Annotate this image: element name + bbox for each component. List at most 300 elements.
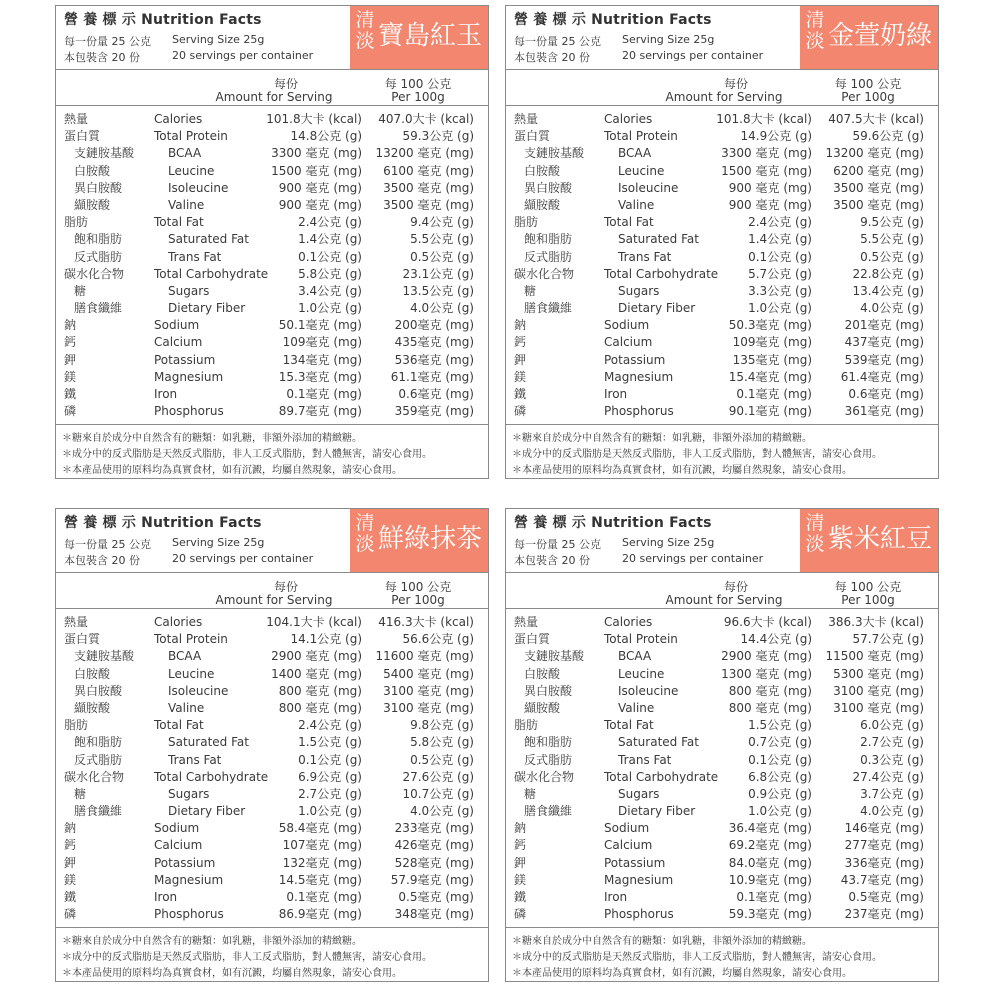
nutrient-row	[56, 700, 488, 717]
amount-per-serving: 58.4毫克 (mg)	[278, 821, 362, 836]
nutrient-name-en: BCAA	[618, 649, 652, 664]
nutrient-name-zh: 反式脂肪	[74, 752, 123, 767]
amount-per-100g: 10.7公克 (g)	[402, 786, 474, 801]
nutrient-row	[56, 317, 488, 334]
nutrient-name-en: Total Protein	[154, 129, 228, 144]
amount-per-100g: 43.7毫克 (mg)	[840, 872, 924, 887]
nutrient-name-zh: 鈉	[64, 821, 77, 836]
serving-size	[514, 536, 715, 552]
amount-per-100g: 386.3大卡 (kcal)	[828, 615, 924, 629]
nutrient-name-en: Trans Fat	[168, 249, 222, 264]
footnote: ＊糖來自於成分中自然含有的糖類：如乳糖，非額外添加的精緻糖。	[62, 936, 362, 947]
amount-per-100g: 536毫克 (mg)	[394, 352, 474, 367]
amount-per-100g: 348毫克 (mg)	[394, 907, 474, 922]
nutrient-name-en: Sugars	[618, 786, 660, 801]
nutrient-name-zh: 蛋白質	[64, 632, 101, 647]
amount-per-100g: 9.4公克 (g)	[410, 215, 474, 230]
servings-per-container	[514, 49, 764, 65]
nutrient-name-en: Magnesium	[154, 872, 224, 887]
nutrient-row	[506, 683, 938, 700]
amount-per-serving: 2900 毫克 (mg)	[271, 649, 362, 664]
nutrient-name-zh: 白胺酸	[74, 666, 111, 681]
nutrient-name-en: Total Carbohydrate	[604, 769, 719, 784]
nutrient-name-zh: 鈉	[514, 821, 527, 836]
amount-per-100g: 57.7公克 (g)	[852, 632, 924, 647]
amount-per-serving: 109毫克 (mg)	[732, 335, 812, 350]
flavor-badge	[800, 509, 938, 572]
amount-per-100g: 0.5毫克 (mg)	[848, 890, 924, 904]
nutrient-name-en: BCAA	[168, 649, 202, 664]
amount-per-serving: 101.8大卡 (kcal)	[266, 112, 362, 126]
nutrient-name-en: Valine	[618, 700, 655, 715]
nutrient-name-en: Sodium	[154, 821, 200, 836]
nutrient-row	[56, 666, 488, 683]
nutrient-name-en: Leucine	[168, 666, 215, 681]
nutrition-panel-2	[505, 5, 939, 479]
amount-per-serving: 96.6大卡 (kcal)	[723, 615, 812, 629]
amount-per-serving: 69.2毫克 (mg)	[728, 838, 812, 853]
nutrient-name-en: Phosphorus	[604, 404, 674, 419]
nutrition-panel-3	[55, 508, 489, 982]
amount-per-100g: 11600 毫克 (mg)	[375, 649, 474, 664]
nutrient-name-zh: 飽和脂肪	[524, 232, 573, 247]
column-header	[56, 573, 488, 609]
nutrient-row	[506, 163, 938, 180]
amount-per-serving: 5.8公克 (g)	[298, 266, 362, 281]
amount-per-100g: 13200 毫克 (mg)	[375, 146, 474, 161]
column-serving-zh: 每份	[273, 580, 299, 594]
nutrient-name-zh: 支鏈胺基酸	[74, 649, 135, 664]
nutrient-row	[56, 334, 488, 351]
nutrient-name-en: Isoleucine	[618, 683, 679, 698]
amount-per-100g: 23.1公克 (g)	[402, 266, 474, 281]
nutrient-row	[506, 734, 938, 751]
amount-per-serving: 89.7毫克 (mg)	[278, 404, 362, 419]
panel-header	[56, 6, 488, 70]
nutrient-name-en: Isoleucine	[618, 180, 679, 195]
amount-per-serving: 86.9毫克 (mg)	[278, 907, 362, 922]
nutrient-name-en: Sodium	[604, 318, 650, 333]
servings-per-container	[64, 552, 314, 568]
nutrient-name-en: Dietary Fiber	[618, 301, 696, 316]
amount-per-100g: 336毫克 (mg)	[844, 855, 924, 870]
amount-per-serving: 104.1大卡 (kcal)	[266, 615, 362, 629]
nutrient-name-en: Total Fat	[604, 215, 654, 230]
nutrient-name-zh: 纈胺酸	[524, 197, 561, 212]
nutrient-row	[506, 855, 938, 872]
servings-per-container-zh: 本包裝含 20 份	[514, 554, 590, 567]
nutrient-row	[506, 717, 938, 734]
nutrient-row	[56, 163, 488, 180]
nutrient-name-zh: 糖	[524, 786, 537, 801]
amount-per-serving: 84.0毫克 (mg)	[728, 855, 812, 870]
nutrient-name-zh: 鐵	[514, 890, 527, 904]
nutrient-name-zh: 磷	[514, 907, 527, 922]
serving-size-en: Serving Size 25g	[622, 536, 715, 549]
nutrition-panel-4	[505, 508, 939, 982]
amount-per-100g: 2.7公克 (g)	[860, 735, 924, 750]
amount-per-serving: 6.8公克 (g)	[748, 769, 812, 784]
nutrient-name-zh: 支鏈胺基酸	[524, 146, 585, 161]
amount-per-serving: 15.3毫克 (mg)	[278, 369, 362, 384]
column-per100-en: Per 100g	[841, 90, 895, 104]
nutrient-row	[506, 369, 938, 386]
servings-per-container-zh: 本包裝含 20 份	[514, 51, 590, 64]
nutrient-name-en: Potassium	[604, 855, 666, 870]
nutrient-name-zh: 磷	[514, 404, 527, 419]
nutrient-name-zh: 纈胺酸	[74, 197, 111, 212]
nutrient-rows	[56, 614, 488, 923]
amount-per-100g: 11500 毫克 (mg)	[825, 649, 924, 664]
amount-per-100g: 237毫克 (mg)	[844, 907, 924, 922]
nutrient-name-zh: 鈉	[514, 318, 527, 333]
amount-per-100g: 0.3公克 (g)	[860, 752, 924, 767]
flavor-name: 金萱奶綠	[828, 21, 933, 51]
amount-per-serving: 1.4公克 (g)	[298, 232, 362, 247]
nutrient-name-zh: 反式脂肪	[74, 249, 123, 264]
nutrient-name-en: Calories	[604, 112, 653, 126]
amount-per-100g: 13.4公克 (g)	[852, 283, 924, 298]
nutrient-name-zh: 飽和脂肪	[74, 232, 123, 247]
amount-per-100g: 201毫克 (mg)	[844, 318, 924, 333]
nutrient-name-en: Total Protein	[604, 129, 678, 144]
column-header	[56, 70, 488, 106]
amount-per-100g: 5.5公克 (g)	[860, 232, 924, 247]
nutrient-row	[56, 889, 488, 906]
column-per100-zh: 每 100 公克	[834, 77, 902, 91]
amount-per-serving: 0.1毫克 (mg)	[286, 890, 362, 904]
nutrient-row	[56, 906, 488, 923]
nutrient-row	[56, 352, 488, 369]
nutrient-row	[56, 769, 488, 786]
nutrient-row	[506, 317, 938, 334]
panel-header	[506, 6, 938, 70]
panel-title: 營 養 標 示 Nutrition Facts	[64, 12, 262, 28]
nutrient-name-zh: 鎂	[514, 872, 527, 887]
footnotes	[56, 424, 488, 479]
nutrient-name-zh: 鈉	[64, 318, 77, 333]
panel-title: 營 養 標 示 Nutrition Facts	[514, 12, 712, 28]
nutrient-row	[506, 111, 938, 128]
amount-per-100g: 57.9毫克 (mg)	[390, 872, 474, 887]
nutrient-name-zh: 脂肪	[514, 215, 539, 230]
nutrient-name-en: Iron	[604, 387, 628, 401]
flavor-name: 紫米紅豆	[828, 524, 933, 554]
nutrient-name-zh: 膳食纖維	[74, 804, 123, 819]
column-serving-en: Amount for Serving	[665, 90, 783, 104]
amount-per-serving: 2.7公克 (g)	[298, 786, 362, 801]
nutrient-name-zh: 糖	[74, 786, 87, 801]
amount-per-serving: 1.0公克 (g)	[298, 804, 362, 819]
amount-per-serving: 900 毫克 (mg)	[728, 180, 812, 195]
nutrient-name-zh: 脂肪	[64, 215, 89, 230]
serving-size	[64, 536, 265, 552]
nutrient-name-en: Phosphorus	[154, 907, 224, 922]
nutrient-name-zh: 鈣	[514, 335, 527, 350]
footnotes	[56, 927, 488, 982]
footnote: ＊成分中的反式脂肪是天然反式脂肪，非人工反式脂肪，對人體無害，請安心食用。	[512, 449, 882, 460]
nutrient-name-zh: 異白胺酸	[74, 180, 123, 195]
nutrient-name-en: Leucine	[618, 163, 665, 178]
amount-per-serving: 1.0公克 (g)	[748, 301, 812, 316]
nutrient-rows	[506, 614, 938, 923]
nutrient-name-en: Potassium	[604, 352, 666, 367]
amount-per-100g: 361毫克 (mg)	[844, 404, 924, 419]
nutrient-name-en: Calcium	[154, 335, 203, 350]
nutrient-name-zh: 碳水化合物	[514, 769, 575, 784]
column-per100-zh: 每 100 公克	[384, 580, 452, 594]
amount-per-serving: 0.1毫克 (mg)	[736, 890, 812, 904]
nutrient-name-zh: 白胺酸	[524, 666, 561, 681]
flavor-name: 寶島紅玉	[378, 21, 483, 51]
nutrient-name-en: Potassium	[154, 352, 216, 367]
nutrient-row	[506, 803, 938, 820]
footnote: ＊糖來自於成分中自然含有的糖類：如乳糖，非額外添加的精緻糖。	[62, 433, 362, 444]
nutrient-name-en: Saturated Fat	[168, 735, 249, 750]
nutrient-row	[56, 717, 488, 734]
footnote: ＊糖來自於成分中自然含有的糖類：如乳糖，非額外添加的精緻糖。	[512, 936, 812, 947]
amount-per-serving: 3300 毫克 (mg)	[721, 146, 812, 161]
serving-size-zh: 每一份量 25 公克	[514, 35, 601, 48]
amount-per-100g: 0.6毫克 (mg)	[398, 387, 474, 401]
nutrient-name-zh: 鈣	[64, 838, 77, 853]
amount-per-100g: 5400 毫克 (mg)	[383, 666, 474, 681]
nutrient-row	[506, 214, 938, 231]
nutrient-name-zh: 白胺酸	[74, 163, 111, 178]
nutrient-name-zh: 鎂	[514, 369, 527, 384]
nutrient-name-zh: 異白胺酸	[524, 683, 573, 698]
serving-size-en: Serving Size 25g	[622, 33, 715, 46]
amount-per-serving: 1.0公克 (g)	[748, 804, 812, 819]
nutrient-row	[506, 266, 938, 283]
nutrient-name-en: Valine	[168, 700, 205, 715]
amount-per-100g: 9.8公克 (g)	[410, 718, 474, 733]
amount-per-100g: 0.5公克 (g)	[410, 249, 474, 264]
nutrient-row	[56, 249, 488, 266]
column-serving-zh: 每份	[273, 77, 299, 91]
nutrition-panel-1	[55, 5, 489, 479]
nutrient-row	[56, 683, 488, 700]
amount-per-serving: 10.9毫克 (mg)	[728, 872, 812, 887]
amount-per-serving: 2900 毫克 (mg)	[721, 649, 812, 664]
amount-per-100g: 5.8公克 (g)	[410, 735, 474, 750]
nutrient-row	[56, 128, 488, 145]
nutrient-name-en: Magnesium	[604, 369, 674, 384]
amount-per-100g: 5300 毫克 (mg)	[833, 666, 924, 681]
nutrient-name-en: Leucine	[618, 666, 665, 681]
nutrient-name-en: Total Protein	[154, 632, 228, 647]
amount-per-serving: 3.3公克 (g)	[748, 283, 812, 298]
nutrient-name-zh: 飽和脂肪	[74, 735, 123, 750]
amount-per-serving: 2.4公克 (g)	[298, 718, 362, 733]
amount-per-serving: 1.4公克 (g)	[748, 232, 812, 247]
column-serving-zh: 每份	[723, 77, 749, 91]
servings-per-container-en: 20 servings per container	[622, 49, 764, 62]
amount-per-100g: 233毫克 (mg)	[394, 821, 474, 836]
column-serving-en: Amount for Serving	[665, 593, 783, 607]
amount-per-100g: 3100 毫克 (mg)	[833, 683, 924, 698]
amount-per-serving: 6.9公克 (g)	[298, 769, 362, 784]
panel-header	[506, 509, 938, 573]
amount-per-serving: 109毫克 (mg)	[282, 335, 362, 350]
nutrient-name-zh: 膳食纖維	[524, 301, 573, 316]
nutrient-row	[56, 752, 488, 769]
nutrient-name-zh: 鉀	[514, 855, 527, 870]
column-header	[506, 70, 938, 106]
column-per100-zh: 每 100 公克	[384, 77, 452, 91]
serving-size-zh: 每一份量 25 公克	[64, 35, 151, 48]
amount-per-100g: 3.7公克 (g)	[860, 786, 924, 801]
nutrient-row	[56, 786, 488, 803]
nutrient-name-zh: 鈣	[64, 335, 77, 350]
amount-per-serving: 14.9公克 (g)	[740, 129, 812, 144]
nutrient-name-zh: 熱量	[514, 112, 539, 126]
nutrient-name-zh: 脂肪	[64, 718, 89, 733]
amount-per-100g: 5.5公克 (g)	[410, 232, 474, 247]
nutrient-row	[56, 197, 488, 214]
amount-per-100g: 146毫克 (mg)	[844, 821, 924, 836]
nutrient-row	[506, 197, 938, 214]
nutrient-name-zh: 纈胺酸	[524, 700, 561, 715]
amount-per-100g: 56.6公克 (g)	[402, 632, 474, 647]
amount-per-serving: 50.3毫克 (mg)	[728, 318, 812, 333]
amount-per-100g: 437毫克 (mg)	[844, 335, 924, 350]
nutrient-name-en: Calcium	[604, 335, 653, 350]
amount-per-100g: 0.5公克 (g)	[410, 752, 474, 767]
nutrient-name-en: Isoleucine	[168, 180, 229, 195]
nutrient-name-en: Trans Fat	[168, 752, 222, 767]
footnote: ＊本產品使用的原料均為真實食材，如有沉澱，均屬自然現象，請安心食用。	[62, 465, 402, 476]
nutrient-row	[506, 386, 938, 403]
nutrient-name-en: Trans Fat	[618, 752, 672, 767]
amount-per-100g: 27.4公克 (g)	[852, 769, 924, 784]
nutrient-name-zh: 鈣	[514, 838, 527, 853]
nutrient-row	[56, 111, 488, 128]
amount-per-serving: 14.1公克 (g)	[290, 632, 362, 647]
nutrient-row	[506, 769, 938, 786]
amount-per-100g: 528毫克 (mg)	[394, 855, 474, 870]
nutrient-row	[56, 231, 488, 248]
nutrient-row	[506, 334, 938, 351]
nutrient-row	[56, 180, 488, 197]
flavor-badge	[350, 509, 488, 572]
footnotes	[506, 424, 938, 479]
amount-per-serving: 1500 毫克 (mg)	[271, 163, 362, 178]
serving-size	[514, 33, 715, 49]
amount-per-serving: 2.4公克 (g)	[748, 215, 812, 230]
panel-title: 營 養 標 示 Nutrition Facts	[64, 515, 262, 531]
amount-per-100g: 22.8公克 (g)	[852, 266, 924, 281]
amount-per-serving: 132毫克 (mg)	[282, 855, 362, 870]
nutrient-name-zh: 糖	[74, 283, 87, 298]
amount-per-serving: 14.8公克 (g)	[290, 129, 362, 144]
nutrient-name-en: Calories	[604, 615, 653, 629]
nutrient-name-zh: 熱量	[64, 615, 89, 629]
amount-per-serving: 36.4毫克 (mg)	[728, 821, 812, 836]
amount-per-serving: 0.9公克 (g)	[748, 786, 812, 801]
amount-per-100g: 407.5大卡 (kcal)	[828, 112, 924, 126]
servings-per-container-zh: 本包裝含 20 份	[64, 554, 140, 567]
amount-per-100g: 4.0公克 (g)	[410, 804, 474, 819]
amount-per-100g: 416.3大卡 (kcal)	[378, 615, 474, 629]
panel-title: 營 養 標 示 Nutrition Facts	[514, 515, 712, 531]
nutrient-row	[56, 648, 488, 665]
column-per100-en: Per 100g	[391, 593, 445, 607]
light-flavor-mark: 清 淡	[805, 9, 825, 52]
nutrient-name-en: Calories	[154, 112, 203, 126]
nutrient-name-en: BCAA	[618, 146, 652, 161]
amount-per-serving: 0.7公克 (g)	[748, 735, 812, 750]
nutrient-name-en: Phosphorus	[604, 907, 674, 922]
amount-per-serving: 50.1毫克 (mg)	[278, 318, 362, 333]
nutrient-row	[56, 266, 488, 283]
amount-per-serving: 800 毫克 (mg)	[728, 700, 812, 715]
nutrient-row	[506, 872, 938, 889]
nutrient-name-en: Saturated Fat	[618, 735, 699, 750]
nutrient-name-en: Valine	[168, 197, 205, 212]
nutrient-name-en: Sodium	[154, 318, 200, 333]
nutrient-name-en: Total Fat	[154, 718, 204, 733]
nutrient-rows	[56, 111, 488, 420]
nutrient-name-en: Sugars	[618, 283, 660, 298]
amount-per-serving: 101.8大卡 (kcal)	[716, 112, 812, 126]
nutrient-row	[56, 803, 488, 820]
amount-per-serving: 14.5毫克 (mg)	[278, 872, 362, 887]
nutrient-name-en: Iron	[154, 387, 178, 401]
light-flavor-mark: 清 淡	[355, 512, 375, 555]
amount-per-100g: 0.5公克 (g)	[860, 249, 924, 264]
amount-per-100g: 61.1毫克 (mg)	[390, 369, 474, 384]
nutrient-row	[56, 837, 488, 854]
serving-size-zh: 每一份量 25 公克	[64, 538, 151, 551]
amount-per-serving: 107毫克 (mg)	[282, 838, 362, 853]
nutrient-rows	[506, 111, 938, 420]
nutrient-name-zh: 碳水化合物	[64, 769, 125, 784]
footnote: ＊糖來自於成分中自然含有的糖類：如乳糖，非額外添加的精緻糖。	[512, 433, 812, 444]
nutrient-row	[56, 631, 488, 648]
amount-per-serving: 1.5公克 (g)	[298, 735, 362, 750]
amount-per-100g: 4.0公克 (g)	[860, 804, 924, 819]
amount-per-100g: 6.0公克 (g)	[860, 718, 924, 733]
nutrient-name-en: Phosphorus	[154, 404, 224, 419]
amount-per-serving: 3300 毫克 (mg)	[271, 146, 362, 161]
nutrient-name-zh: 糖	[524, 283, 537, 298]
nutrient-name-zh: 鎂	[64, 872, 77, 887]
nutrient-name-en: Total Carbohydrate	[604, 266, 719, 281]
amount-per-100g: 435毫克 (mg)	[394, 335, 474, 350]
nutrient-name-zh: 支鏈胺基酸	[74, 146, 135, 161]
footnote: ＊成分中的反式脂肪是天然反式脂肪，非人工反式脂肪，對人體無害，請安心食用。	[62, 449, 432, 460]
nutrient-row	[506, 837, 938, 854]
nutrient-row	[506, 631, 938, 648]
nutrient-name-zh: 熱量	[514, 615, 539, 629]
amount-per-100g: 3100 毫克 (mg)	[383, 683, 474, 698]
nutrient-name-en: Sugars	[168, 283, 210, 298]
amount-per-serving: 0.1公克 (g)	[298, 249, 362, 264]
nutrient-name-zh: 蛋白質	[64, 129, 101, 144]
footnotes	[506, 927, 938, 982]
amount-per-100g: 4.0公克 (g)	[410, 301, 474, 316]
nutrient-name-zh: 磷	[64, 907, 77, 922]
nutrient-name-zh: 鐵	[514, 387, 527, 401]
nutrient-row	[506, 752, 938, 769]
amount-per-100g: 6200 毫克 (mg)	[833, 163, 924, 178]
amount-per-serving: 5.7公克 (g)	[748, 266, 812, 281]
amount-per-100g: 407.0大卡 (kcal)	[378, 112, 474, 126]
nutrient-name-en: Dietary Fiber	[168, 301, 246, 316]
nutrient-name-zh: 鐵	[64, 890, 77, 904]
nutrient-name-en: Calcium	[604, 838, 653, 853]
